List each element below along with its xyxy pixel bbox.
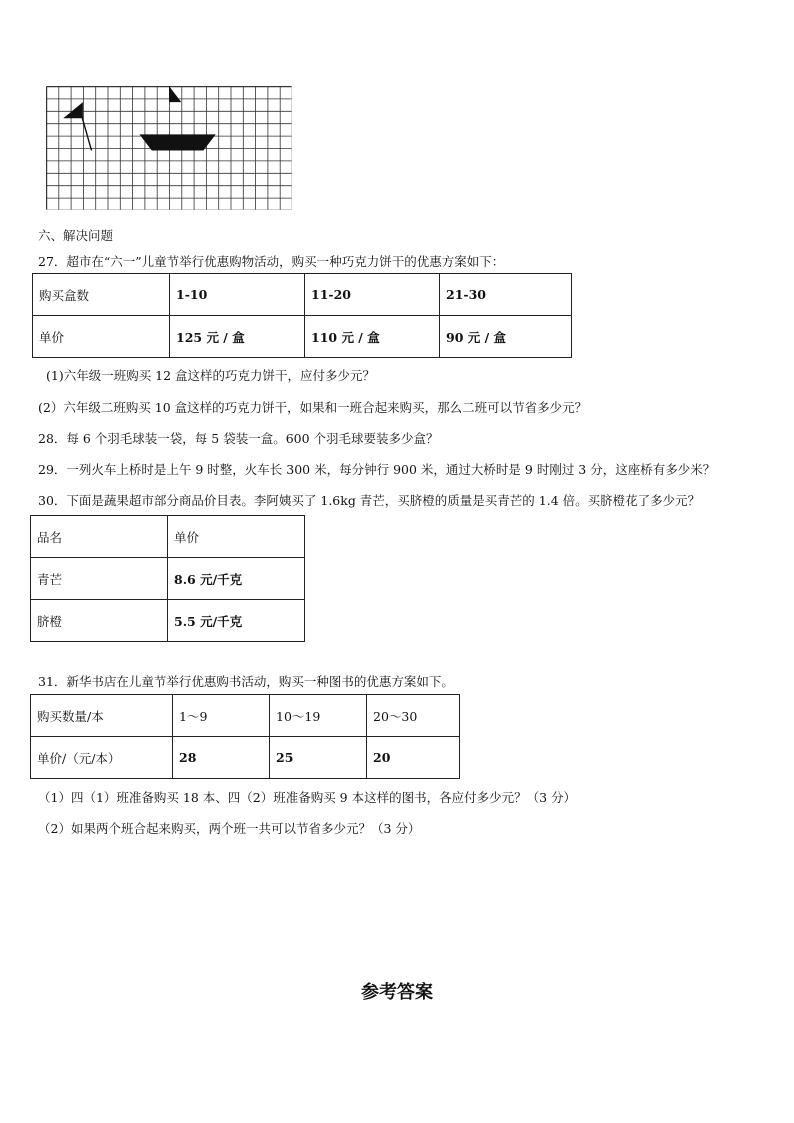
q31-cell: 购买数量/本 [31,695,173,737]
q31-cell: 25 [270,737,367,779]
q31-table-row [31,737,460,779]
q30-table [30,515,305,642]
q27-table-row [33,274,572,316]
q27-cell: 21-30 [440,274,572,316]
q31-cell: 1～9 [173,695,270,737]
q27-sub1: (1)六年级一班购买 12 盒这样的巧克力饼干，应付多少元？ [46,368,376,383]
q31-sub1: （1）四（1）班准备购买 18 本、四（2）班准备购买 9 本这样的图书，各应付多少元？（3 分） [38,790,577,805]
q30-table-row [31,558,305,600]
q31-table [30,694,460,779]
q30-cell: 脐橙 [31,600,168,642]
q30-cell: 青芒 [31,558,168,600]
q31-cell: 单价/（元/本） [31,737,173,779]
q30-cell: 8.6 元/千克 [168,558,305,600]
triangle-shape-top [169,86,181,102]
q30-cell: 品名 [31,516,168,558]
q27-cell: 110 元 / 盒 [305,316,440,358]
q31-sub2: （2）如果两个班合起来购买，两个班一共可以节省多少元？（3 分） [38,821,421,836]
q27-cell: 单价 [33,316,170,358]
grid-figure-svg [46,86,292,210]
q28-text: 28．每 6 个羽毛球装一袋，每 5 袋装一盒。600 个羽毛球要装多少盒？ [38,431,439,446]
q31-cell: 20 [367,737,460,779]
q27-table [32,273,572,358]
section-heading: 六、解决问题 [38,228,114,243]
q27-text: 27．超市在“六一”儿童节举行优惠购物活动，购买一种巧克力饼干的优惠方案如下： [38,254,505,269]
answer-title: 参考答案 [361,982,433,1003]
q31-cell: 20～30 [367,695,460,737]
q31-table-row [31,695,460,737]
grid-figure [46,86,292,210]
q31-text: 31．新华书店在儿童节举行优惠购书活动，购买一种图书的优惠方案如下。 [38,674,454,689]
q27-cell: 1-10 [170,274,305,316]
q31-cell: 28 [173,737,270,779]
q30-table-row [31,516,305,558]
q27-cell: 11-20 [305,274,440,316]
q27-cell: 90 元 / 盒 [440,316,572,358]
triangle-shape-left [63,102,83,118]
q27-cell: 购买盒数 [33,274,170,316]
q30-table-row [31,600,305,642]
q30-text: 30．下面是蔬果超市部分商品价目表。李阿姨买了 1.6kg 青芒，买脐橙的质量是买青芒的 1.4 倍。买脐橙花了多少元？ [38,493,701,508]
q30-cell: 5.5 元/千克 [168,600,305,642]
q30-cell: 单价 [168,516,305,558]
q29-text: 29．一列火车上桥时是上午 9 时整，火车长 300 米，每分钟行 900 米，通过大桥时是 9 时刚过 3 分，这座桥有多少米？ [38,462,716,477]
q27-table-row [33,316,572,358]
q27-cell: 125 元 / 盒 [170,316,305,358]
q27-sub2: (2）六年级二班购买 10 盒这样的巧克力饼干，如果和一班合起来购买，那么二班可以节省多少元？ [38,400,588,415]
q31-cell: 10～19 [270,695,367,737]
trapezoid-shape [139,134,215,150]
